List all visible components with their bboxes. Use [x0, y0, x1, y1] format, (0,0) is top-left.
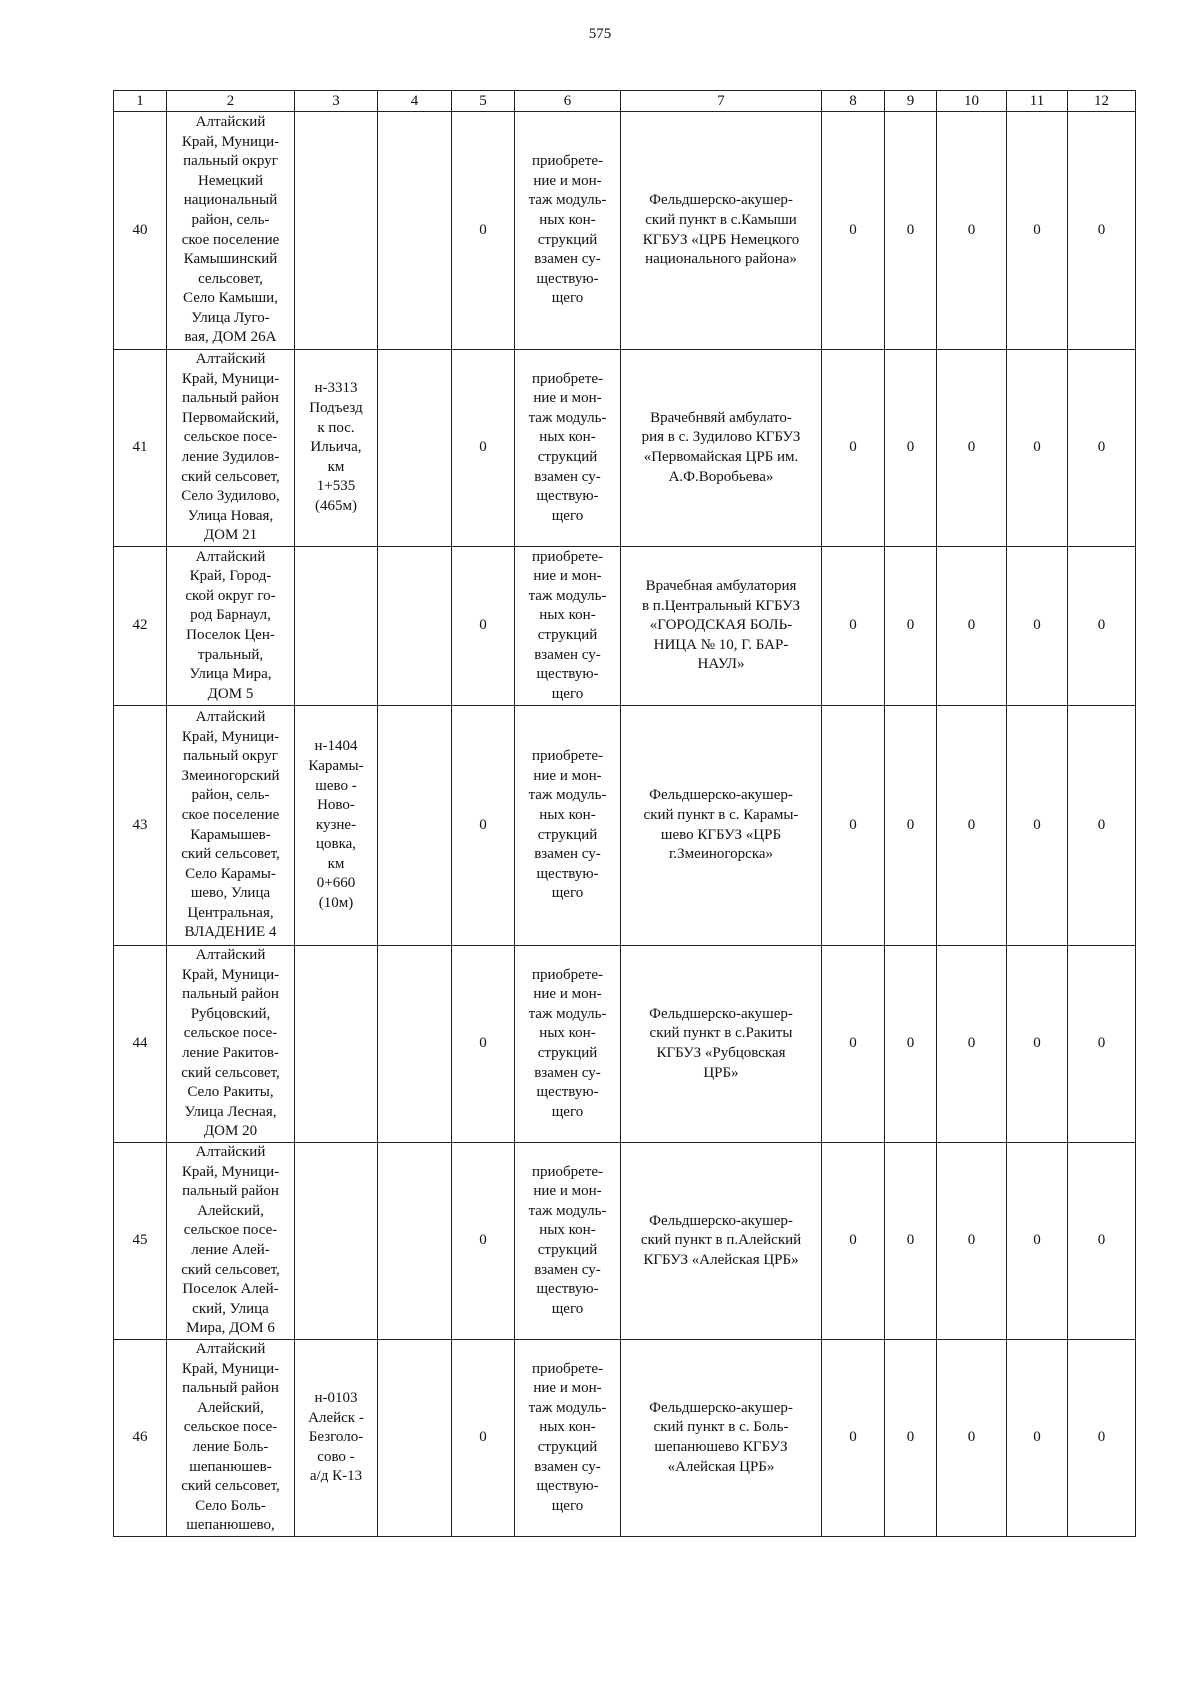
value-cell: 0 [937, 112, 1007, 350]
col5-cell: 0 [452, 547, 515, 706]
row-number: 46 [114, 1340, 167, 1537]
action-cell: приобрете- ние и мон- таж модуль- ных кон- струкций взамен су- ществую- щего [515, 706, 621, 946]
col5-cell: 0 [452, 1143, 515, 1340]
value-cell: 0 [937, 350, 1007, 547]
col5-cell: 0 [452, 350, 515, 547]
row-number: 44 [114, 946, 167, 1143]
facility-cell: Врачебнвяй амбулато- рия в с. Зудилово КГБУЗ «Первомайская ЦРБ им. А.Ф.Воробьева» [621, 350, 822, 547]
column-header: 11 [1007, 91, 1068, 112]
value-cell: 0 [1007, 547, 1068, 706]
address-cell: Алтайский Край, Муници- пальный район Рубцовский, сельское посе- ление Ракитов- ский сельсовет, Село Ракиты, Улица Лесная, ДОМ 20 [167, 946, 295, 1143]
col4-cell [378, 547, 452, 706]
value-cell: 0 [822, 112, 885, 350]
column-header: 7 [621, 91, 822, 112]
value-cell: 0 [1068, 1143, 1136, 1340]
value-cell: 0 [1007, 706, 1068, 946]
action-cell: приобрете- ние и мон- таж модуль- ных кон- струкций взамен су- ществую- щего [515, 1143, 621, 1340]
address-cell: Алтайский Край, Муници- пальный округ Змеиногорский район, сель- ское поселение Карамышев- ский сельсовет, Село Карамы- шево, Улица Центральная, ВЛАДЕНИЕ 4 [167, 706, 295, 946]
facility-cell: Фельдшерско-акушер- ский пункт в с.Ракиты КГБУЗ «Рубцовская ЦРБ» [621, 946, 822, 1143]
value-cell: 0 [885, 706, 937, 946]
column-header: 8 [822, 91, 885, 112]
column-header: 9 [885, 91, 937, 112]
value-cell: 0 [1068, 350, 1136, 547]
col4-cell [378, 946, 452, 1143]
value-cell: 0 [1007, 350, 1068, 547]
col4-cell [378, 1143, 452, 1340]
address-cell: Алтайский Край, Муници- пальный район Алейский, сельское посе- ление Боль- шепанюшев- ский сельсовет, Село Боль- шепанюшево, [167, 1340, 295, 1537]
col4-cell [378, 112, 452, 350]
action-cell: приобрете- ние и мон- таж модуль- ных кон- струкций взамен су- ществую- щего [515, 350, 621, 547]
value-cell: 0 [885, 547, 937, 706]
road-cell: н-0103 Алейск - Безголо- сово - а/д К-13 [295, 1340, 378, 1537]
value-cell: 0 [885, 112, 937, 350]
facility-cell: Фельдшерско-акушер- ский пункт в с. Боль- шепанюшево КГБУЗ «Алейская ЦРБ» [621, 1340, 822, 1537]
col5-cell: 0 [452, 946, 515, 1143]
action-cell: приобрете- ние и мон- таж модуль- ных кон- струкций взамен су- ществую- щего [515, 1340, 621, 1537]
value-cell: 0 [822, 946, 885, 1143]
value-cell: 0 [937, 946, 1007, 1143]
col5-cell: 0 [452, 1340, 515, 1537]
value-cell: 0 [1068, 1340, 1136, 1537]
value-cell: 0 [1068, 706, 1136, 946]
value-cell: 0 [885, 350, 937, 547]
table-row [114, 547, 1136, 706]
column-header: 4 [378, 91, 452, 112]
row-number: 43 [114, 706, 167, 946]
value-cell: 0 [822, 1340, 885, 1537]
value-cell: 0 [822, 1143, 885, 1340]
col4-cell [378, 350, 452, 547]
col4-cell [378, 706, 452, 946]
table-row [114, 946, 1136, 1143]
column-header: 5 [452, 91, 515, 112]
value-cell: 0 [885, 1143, 937, 1340]
value-cell: 0 [1068, 112, 1136, 350]
facility-cell: Фельдшерско-акушер- ский пункт в с.Камыши КГБУЗ «ЦРБ Немецкого национального района» [621, 112, 822, 350]
column-header: 10 [937, 91, 1007, 112]
facility-cell: Фельдшерско-акушер- ский пункт в с. Карамы- шево КГБУЗ «ЦРБ г.Змеиногорска» [621, 706, 822, 946]
row-number: 40 [114, 112, 167, 350]
value-cell: 0 [1068, 946, 1136, 1143]
road-cell [295, 547, 378, 706]
value-cell: 0 [822, 706, 885, 946]
road-cell [295, 1143, 378, 1340]
table-row [114, 1143, 1136, 1340]
col4-cell [378, 1340, 452, 1537]
column-header: 1 [114, 91, 167, 112]
column-header: 2 [167, 91, 295, 112]
facility-cell: Фельдшерско-акушер- ский пункт в п.Алейский КГБУЗ «Алейская ЦРБ» [621, 1143, 822, 1340]
value-cell: 0 [937, 547, 1007, 706]
value-cell: 0 [885, 1340, 937, 1537]
address-cell: Алтайский Край, Город- ской округ го- род Барнаул, Поселок Цен- тральный, Улица Мира, ДОМ 5 [167, 547, 295, 706]
road-cell [295, 112, 378, 350]
row-number: 45 [114, 1143, 167, 1340]
value-cell: 0 [1007, 946, 1068, 1143]
header-row [114, 91, 1136, 112]
value-cell: 0 [1007, 1340, 1068, 1537]
road-cell: н-3313 Подъезд к пос. Ильича, км 1+535 (465м) [295, 350, 378, 547]
address-cell: Алтайский Край, Муници- пальный округ Немецкий национальный район, сель- ское поселение Камышинский сельсовет, Село Камыши, Улица Луго- вая, ДОМ 26А [167, 112, 295, 350]
col5-cell: 0 [452, 706, 515, 946]
value-cell: 0 [822, 350, 885, 547]
value-cell: 0 [1007, 1143, 1068, 1340]
value-cell: 0 [822, 547, 885, 706]
value-cell: 0 [1068, 547, 1136, 706]
page-number: 575 [588, 26, 612, 42]
address-cell: Алтайский Край, Муници- пальный район Алейский, сельское посе- ление Алей- ский сельсовет, Поселок Алей- ский, Улица Мира, ДОМ 6 [167, 1143, 295, 1340]
value-cell: 0 [937, 706, 1007, 946]
action-cell: приобрете- ние и мон- таж модуль- ных кон- струкций взамен су- ществую- щего [515, 946, 621, 1143]
column-header: 3 [295, 91, 378, 112]
row-number: 41 [114, 350, 167, 547]
value-cell: 0 [937, 1340, 1007, 1537]
table-row [114, 350, 1136, 547]
road-cell: н-1404 Карамы- шево - Ново- кузне- цовка, км 0+660 (10м) [295, 706, 378, 946]
facility-cell: Врачебная амбулатория в п.Центральный КГБУЗ «ГОРОДСКАЯ БОЛЬ- НИЦА № 10, Г. БАР- НАУЛ» [621, 547, 822, 706]
address-cell: Алтайский Край, Муници- пальный район Первомайский, сельское посе- ление Зудилов- ский сельсовет, Село Зудилово, Улица Новая, ДОМ 21 [167, 350, 295, 547]
value-cell: 0 [1007, 112, 1068, 350]
value-cell: 0 [885, 946, 937, 1143]
table-row [114, 112, 1136, 350]
road-cell [295, 946, 378, 1143]
action-cell: приобрете- ние и мон- таж модуль- ных кон- струкций взамен су- ществую- щего [515, 112, 621, 350]
table-row [114, 706, 1136, 946]
row-number: 42 [114, 547, 167, 706]
column-header: 6 [515, 91, 621, 112]
registry-table [113, 90, 1136, 1537]
action-cell: приобрете- ние и мон- таж модуль- ных кон- струкций взамен су- ществую- щего [515, 547, 621, 706]
column-header: 12 [1068, 91, 1136, 112]
col5-cell: 0 [452, 112, 515, 350]
table-row [114, 1340, 1136, 1537]
value-cell: 0 [937, 1143, 1007, 1340]
